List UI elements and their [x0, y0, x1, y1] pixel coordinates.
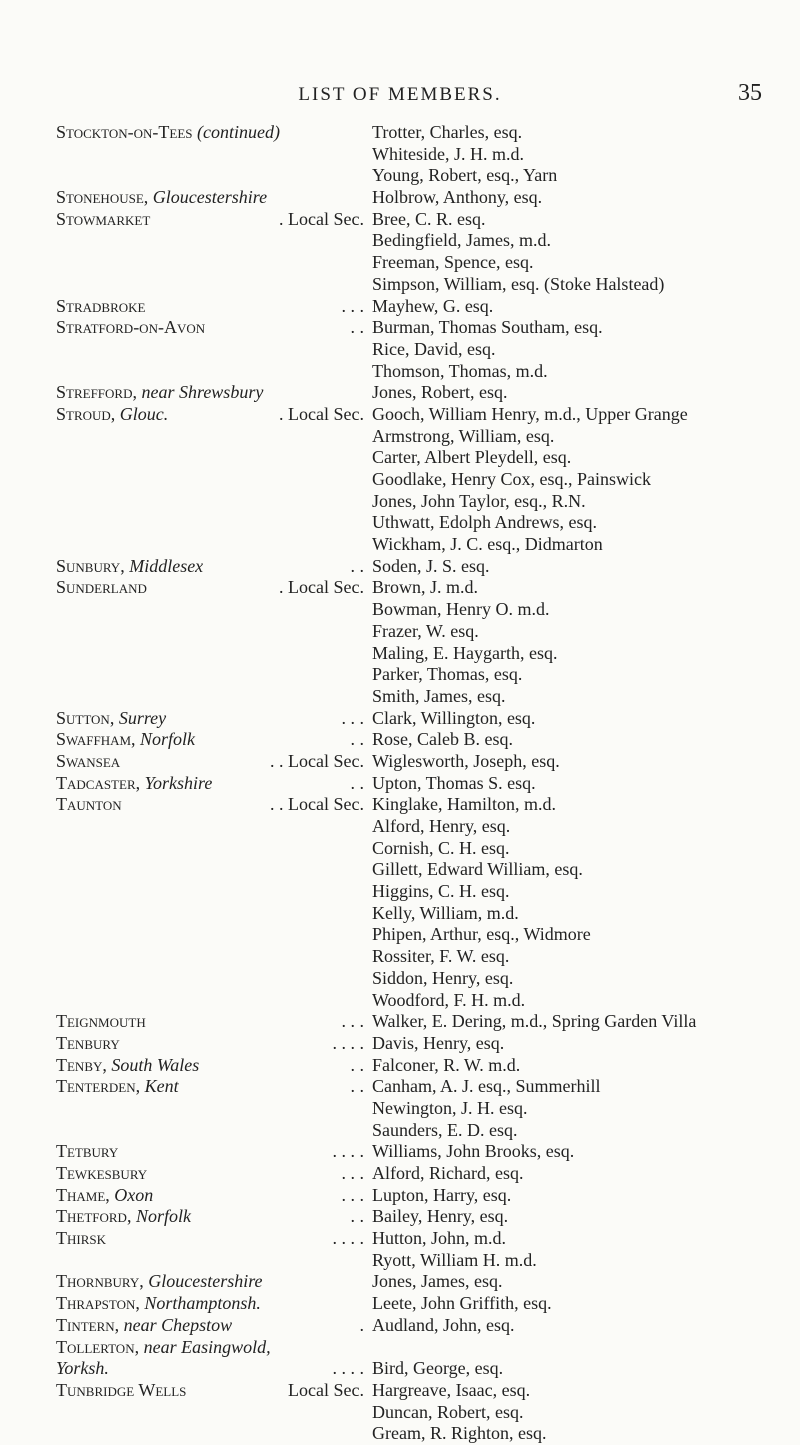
place-region: near Chepstow	[123, 1314, 233, 1335]
member-name: Burman, Thomas Southam, esq.	[372, 317, 603, 338]
leader-secretary: . . .	[341, 707, 364, 728]
place-name	[56, 1380, 186, 1402]
list-item	[0, 599, 800, 621]
place-town: Swansea	[56, 750, 121, 771]
list-item	[0, 252, 800, 274]
leader-secretary: . Local Sec.	[279, 403, 364, 424]
place-name	[56, 382, 263, 404]
place-name	[56, 209, 150, 231]
place-town: Swaffham,	[56, 729, 136, 750]
place-region: (continued)	[197, 122, 280, 142]
place-region: Gloucestershire	[148, 1271, 263, 1292]
page-number: 35	[738, 80, 762, 106]
list-item	[0, 361, 800, 383]
place-name	[56, 577, 147, 599]
place-name	[56, 1185, 153, 1207]
list-item	[0, 577, 800, 599]
member-name: Duncan, Robert, esq.	[372, 1401, 524, 1422]
place-town: Thame,	[56, 1184, 110, 1205]
member-name: Cornish, C. H. esq.	[372, 837, 510, 858]
place-region: Norfolk	[140, 729, 196, 750]
list-item	[0, 773, 800, 795]
list-item	[0, 1293, 800, 1315]
place-town: Taunton	[56, 794, 122, 815]
member-name: Upton, Thomas S. esq.	[372, 772, 536, 793]
list-item	[0, 317, 800, 339]
place-town: Stradbroke	[56, 295, 146, 316]
place-name	[56, 1076, 179, 1098]
member-name: Audland, John, esq.	[372, 1314, 515, 1335]
place-region: Gloucestershire	[152, 187, 268, 208]
place-town: Tetbury	[56, 1141, 119, 1162]
place-region: Middlesex	[129, 555, 204, 576]
list-item	[0, 1120, 800, 1142]
page-header	[0, 80, 800, 114]
list-item	[0, 1163, 800, 1185]
place-name	[56, 1163, 147, 1185]
member-name: Rossiter, F. W. esq.	[372, 946, 510, 967]
member-name: Carter, Albert Pleydell, esq.	[372, 447, 572, 468]
member-name: Bedingfield, James, m.d.	[372, 230, 551, 251]
list-item	[0, 1315, 800, 1337]
place-name	[56, 1206, 191, 1228]
place-town: Stockton-on-Tees	[56, 122, 193, 142]
place-name	[56, 1033, 120, 1055]
place-town: Tunbridge Wells	[56, 1379, 187, 1400]
leader-secretary: . . .	[341, 1011, 364, 1032]
member-name: Jones, John Taylor, esq., R.N.	[372, 490, 586, 511]
place-region: Kent	[144, 1076, 179, 1097]
list-item	[0, 447, 800, 469]
place-town: Sunderland	[56, 577, 147, 598]
place-region: Yorksh.	[56, 1358, 109, 1379]
place-name	[56, 1055, 199, 1077]
place-region: near Shrewsbury	[141, 382, 264, 403]
leader-secretary: . . .	[341, 1184, 364, 1205]
member-name: Jones, James, esq.	[372, 1271, 503, 1292]
place-name	[56, 794, 122, 816]
member-name: Jones, Robert, esq.	[372, 382, 508, 403]
member-name: Brown, J. m.d.	[372, 577, 479, 598]
place-name	[56, 187, 267, 209]
leader-secretary: . . . .	[332, 1032, 364, 1053]
place-region: Northamptonsh.	[144, 1293, 261, 1314]
list-item	[0, 339, 800, 361]
leader-secretary: . .	[350, 1206, 364, 1227]
list-item	[0, 534, 800, 556]
list-item	[0, 209, 800, 231]
member-name: Kinglake, Hamilton, m.d.	[372, 794, 556, 815]
place-name	[56, 556, 203, 578]
member-name: Thomson, Thomas, m.d.	[372, 360, 548, 381]
leader-secretary: . . .	[341, 1163, 364, 1183]
member-name: Wiglesworth, Joseph, esq.	[372, 750, 560, 771]
place-town: Tintern,	[56, 1314, 120, 1335]
place-town: Stonehouse,	[56, 187, 149, 208]
list-item	[0, 1141, 800, 1163]
place-name	[56, 729, 195, 751]
member-name: Armstrong, William, esq.	[372, 425, 555, 446]
member-name: Bird, George, esq.	[372, 1358, 504, 1379]
member-name: Mayhew, G. esq.	[372, 295, 494, 316]
list-item	[0, 729, 800, 751]
list-item	[0, 1337, 800, 1359]
place-town: Stowmarket	[56, 208, 151, 229]
member-name: Frazer, W. esq.	[372, 620, 479, 641]
leader-secretary: . . .	[341, 295, 364, 316]
place-region: Surrey	[118, 707, 167, 728]
list-item	[0, 946, 800, 968]
list-item	[0, 794, 800, 816]
list-item	[0, 751, 800, 773]
member-name: Maling, E. Haygarth, esq.	[372, 642, 558, 663]
list-item	[0, 274, 800, 296]
list-item	[0, 512, 800, 534]
list-item	[0, 1250, 800, 1272]
list-item	[0, 686, 800, 708]
leader-secretary: . . Local Sec.	[270, 794, 364, 815]
place-name	[56, 1315, 232, 1337]
place-name	[56, 1271, 263, 1293]
place-town: Stratford-on-Avon	[56, 317, 206, 338]
member-name: Siddon, Henry, esq.	[372, 967, 514, 988]
member-name: Trotter, Charles, esq.	[372, 122, 523, 142]
place-name	[56, 1358, 109, 1380]
member-name: Simpson, William, esq. (Stoke Halstead)	[372, 273, 665, 294]
leader-secretary: . . . .	[332, 1228, 364, 1249]
member-name: Holbrow, Anthony, esq.	[372, 187, 543, 208]
member-name: Wickham, J. C. esq., Didmarton	[372, 534, 603, 555]
list-item	[0, 1098, 800, 1120]
list-item	[0, 556, 800, 578]
list-item	[0, 664, 800, 686]
place-name	[56, 708, 166, 730]
place-town: Thirsk	[56, 1228, 107, 1249]
list-item	[0, 1055, 800, 1077]
list-item	[0, 1185, 800, 1207]
list-item	[0, 1271, 800, 1293]
members-list	[0, 122, 800, 1445]
member-name: Canham, A. J. esq., Summerhill	[372, 1076, 601, 1097]
list-item	[0, 122, 800, 144]
place-region: South Wales	[111, 1054, 200, 1075]
leader-secretary: . . . .	[332, 1358, 364, 1379]
place-name	[56, 1011, 146, 1033]
place-region: near Easingwold,	[143, 1336, 271, 1357]
list-item	[0, 924, 800, 946]
member-name: Bree, C. R. esq.	[372, 208, 486, 229]
place-name	[56, 773, 212, 795]
leader-secretary: . Local Sec.	[279, 577, 364, 598]
leader-secretary: .	[359, 1314, 364, 1335]
list-item	[0, 859, 800, 881]
place-town: Stroud,	[56, 403, 116, 424]
leader-secretary: . .	[350, 1054, 364, 1075]
leader-secretary: . .	[350, 772, 364, 793]
member-name: Parker, Thomas, esq.	[372, 664, 523, 685]
list-item	[0, 230, 800, 252]
place-town: Teignmouth	[56, 1011, 146, 1032]
place-name	[56, 1337, 271, 1359]
list-item	[0, 1423, 800, 1445]
member-name: Goodlake, Henry Cox, esq., Painswick	[372, 469, 651, 489]
place-name	[56, 317, 205, 339]
member-name: Davis, Henry, esq.	[372, 1032, 505, 1053]
list-item	[0, 881, 800, 903]
member-name: Falconer, R. W. m.d.	[372, 1054, 521, 1075]
member-name: Bailey, Henry, esq.	[372, 1206, 509, 1227]
leader-secretary: . Local Sec.	[279, 208, 364, 229]
leader-secretary: . .	[350, 555, 364, 576]
list-item	[0, 1358, 800, 1380]
list-item	[0, 165, 800, 187]
place-name	[56, 296, 145, 318]
member-name: Newington, J. H. esq.	[372, 1097, 528, 1118]
list-item	[0, 968, 800, 990]
member-name: Saunders, E. D. esq.	[372, 1119, 518, 1140]
member-name: Bowman, Henry O. m.d.	[372, 599, 550, 620]
leader-secretary: Local Sec.	[288, 1379, 364, 1400]
list-item	[0, 708, 800, 730]
member-name: Smith, James, esq.	[372, 685, 506, 706]
list-item	[0, 816, 800, 838]
member-name: Rice, David, esq.	[372, 338, 496, 359]
member-name: Walker, E. Dering, m.d., Spring Garden Villa	[372, 1011, 697, 1032]
list-item	[0, 296, 800, 318]
list-item	[0, 990, 800, 1012]
member-name: Lupton, Harry, esq.	[372, 1184, 512, 1205]
member-name: Gooch, William Henry, m.d., Upper Grange	[372, 403, 688, 424]
list-item	[0, 1033, 800, 1055]
member-name: Clark, Willington, esq.	[372, 707, 536, 728]
place-town: Sutton,	[56, 707, 115, 728]
list-item	[0, 838, 800, 860]
place-region: Norfolk	[135, 1206, 191, 1227]
place-town: Sunbury,	[56, 555, 125, 576]
place-town: Thetford,	[56, 1206, 132, 1227]
list-item	[0, 1011, 800, 1033]
member-name: Gream, R. Righton, esq.	[372, 1423, 547, 1444]
member-name: Hargreave, Isaac, esq.	[372, 1379, 531, 1400]
running-title: LIST OF MEMBERS.	[298, 84, 502, 105]
member-name: Uthwatt, Edolph Andrews, esq.	[372, 512, 597, 533]
member-name: Young, Robert, esq., Yarn	[372, 165, 558, 186]
member-name: Phipen, Arthur, esq., Widmore	[372, 924, 591, 945]
place-region: Yorkshire	[144, 772, 213, 793]
list-item	[0, 1206, 800, 1228]
leader-secretary: . .	[350, 729, 364, 750]
member-name: Williams, John Brooks, esq.	[372, 1141, 575, 1162]
member-name: Woodford, F. H. m.d.	[372, 989, 526, 1010]
member-name: Freeman, Spence, esq.	[372, 252, 534, 273]
list-item	[0, 643, 800, 665]
place-name	[56, 1141, 118, 1163]
list-item	[0, 903, 800, 925]
list-item	[0, 1380, 800, 1402]
list-item	[0, 621, 800, 643]
member-name: Rose, Caleb B. esq.	[372, 729, 513, 750]
place-town: Tenbury	[56, 1032, 120, 1053]
list-item	[0, 144, 800, 166]
leader-secretary: . . Local Sec.	[270, 750, 364, 771]
list-item	[0, 469, 800, 491]
member-name: Soden, J. S. esq.	[372, 555, 490, 576]
place-name	[56, 751, 120, 773]
list-item	[0, 187, 800, 209]
member-name: Alford, Richard, esq.	[372, 1163, 524, 1183]
list-item	[0, 1228, 800, 1250]
leader-secretary: . .	[350, 317, 364, 338]
list-item	[0, 404, 800, 426]
place-town: Tadcaster,	[56, 772, 141, 793]
list-item	[0, 1402, 800, 1424]
member-name: Hutton, John, m.d.	[372, 1228, 507, 1249]
place-name	[56, 1228, 106, 1250]
member-name: Higgins, C. H. esq.	[372, 881, 510, 902]
place-name	[56, 1293, 261, 1315]
place-name	[56, 122, 280, 144]
list-item	[0, 382, 800, 404]
place-town: Tollerton,	[56, 1336, 140, 1357]
member-name: Gillett, Edward William, esq.	[372, 859, 583, 880]
member-name: Leete, John Griffith, esq.	[372, 1293, 552, 1314]
list-item	[0, 426, 800, 448]
leader-secretary: . .	[350, 1076, 364, 1097]
place-town: Tenby,	[56, 1054, 107, 1075]
member-name: Ryott, William H. m.d.	[372, 1249, 537, 1270]
leader-secretary: . . . .	[332, 1141, 364, 1162]
place-region: Glouc.	[119, 403, 169, 424]
list-item	[0, 1076, 800, 1098]
place-town: Tenterden,	[56, 1076, 141, 1097]
place-name	[56, 404, 168, 426]
member-name: Whiteside, J. H. m.d.	[372, 143, 524, 164]
place-town: Strefford,	[56, 382, 137, 403]
member-name: Kelly, William, m.d.	[372, 902, 519, 923]
place-town: Thrapston,	[56, 1293, 140, 1314]
place-town: Thornbury,	[56, 1271, 144, 1292]
place-town: Tewkesbury	[56, 1163, 148, 1183]
list-item	[0, 491, 800, 513]
member-name: Alford, Henry, esq.	[372, 816, 511, 836]
place-region: Oxon	[114, 1184, 154, 1205]
